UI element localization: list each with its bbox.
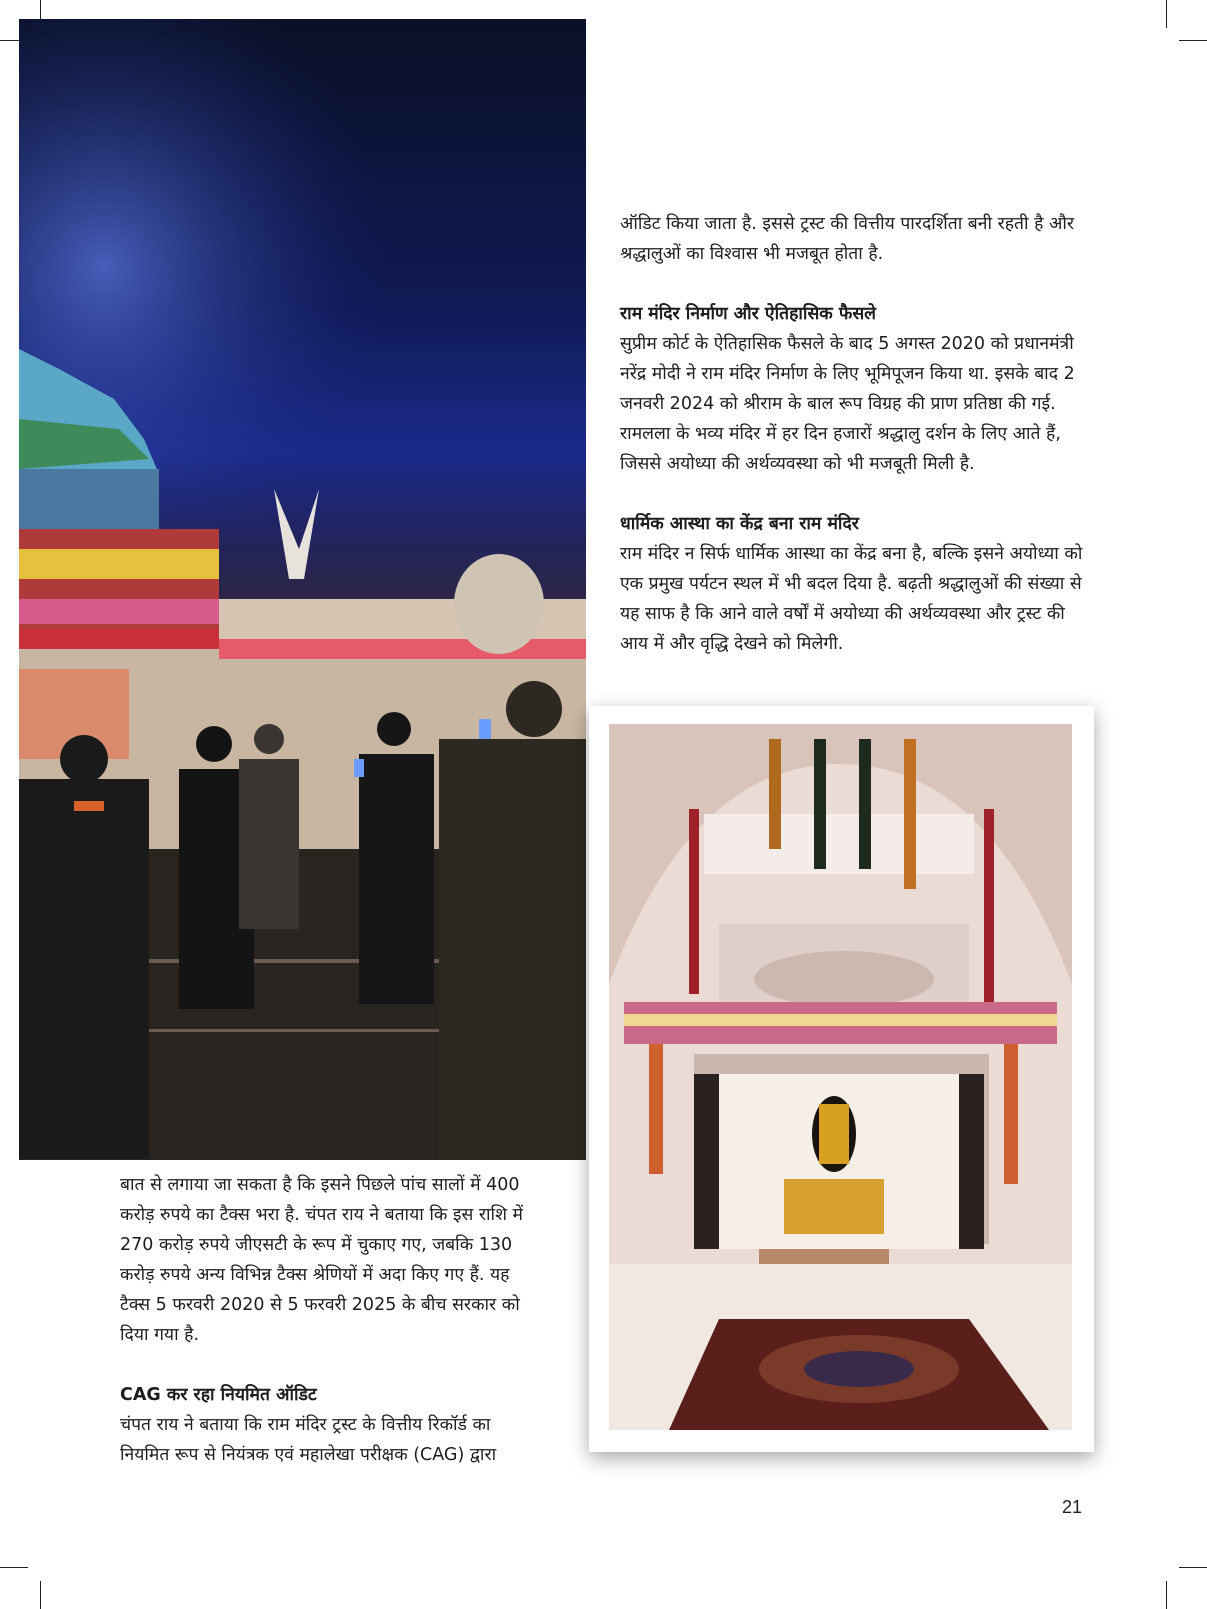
temple-night-crowd-photo [19, 19, 586, 1160]
left-column-text [120, 1170, 530, 1470]
section-heading-cag: CAG कर रहा नियमित ऑडिट [120, 1385, 317, 1405]
crop-mark [1179, 40, 1207, 41]
temple-sanctum-photo [609, 724, 1072, 1430]
section-heading-faith: धार्मिक आस्था का केंद्र बना राम मंदिर [620, 514, 859, 534]
crop-mark [1166, 0, 1167, 28]
crop-mark [1179, 1567, 1207, 1568]
crop-mark [1166, 1581, 1167, 1609]
right-column-text [620, 209, 1086, 659]
section-body-construction: सुप्रीम कोर्ट के ऐतिहासिक फैसले के बाद 5 अगस्त 2020 को प्रधानमंत्री नरेंद्र मोदी ने राम मंदिर निर्माण के लिए भूमिपूजन किया था. इसके बाद 2 जनवरी 2024 को श्रीराम के बाल रूप विग्रह की प्राण प्रतिष्ठा की गई. रामलला के भव्य मंदिर में हर दिन हजारों श्रद्धालु दर्शन के लिए आते हैं, जिससे अयोध्या की अर्थव्यवस्था को भी मजबूती मिली है. [620, 334, 1075, 474]
section-body-cag: चंपत राय ने बताया कि राम मंदिर ट्रस्ट के वित्तीय रिकॉर्ड का नियमित रूप से नियंत्रक एवं महालेखा परीक्षक (CAG) द्वारा [120, 1415, 497, 1465]
section-body-faith: राम मंदिर न सिर्फ धार्मिक आस्था का केंद्र बना है, बल्कि इसने अयोध्या को एक प्रमुख पर्यटन स्थल में भी बदल दिया है. बढ़ती श्रद्धालुओं की संख्या से यह साफ है कि आने वाले वर्षों में अयोध्या की अर्थव्यवस्था और ट्रस्ट की आय में और वृद्धि देखने को मिलेगी. [620, 544, 1083, 654]
intro-paragraph: ऑडिट किया जाता है. इससे ट्रस्ट की वित्तीय पारदर्शिता बनी रहती है और श्रद्धालुओं का विश्वास भी मजबूत होता है. [620, 214, 1075, 264]
page-number: 21 [1062, 1497, 1083, 1517]
tax-paragraph: बात से लगाया जा सकता है कि इसने पिछले पांच सालों में 400 करोड़ रुपये का टैक्स भरा है. चंपत राय ने बताया कि इस राशि में 270 करोड़ रुपये जीएसटी के रूप में चुकाए गए, जबकि 130 करोड़ रुपये अन्य विभिन्न टैक्स श्रेणियों में अदा किए गए हैं. यह टैक्स 5 फरवरी 2020 से 5 फरवरी 2025 के बीच सरकार को दिया गया है. [120, 1175, 524, 1345]
photo-frame [589, 706, 1094, 1452]
section-heading-construction: राम मंदिर निर्माण और ऐतिहासिक फैसले [620, 304, 877, 324]
crop-mark [40, 1581, 41, 1609]
crop-mark [0, 1567, 28, 1568]
